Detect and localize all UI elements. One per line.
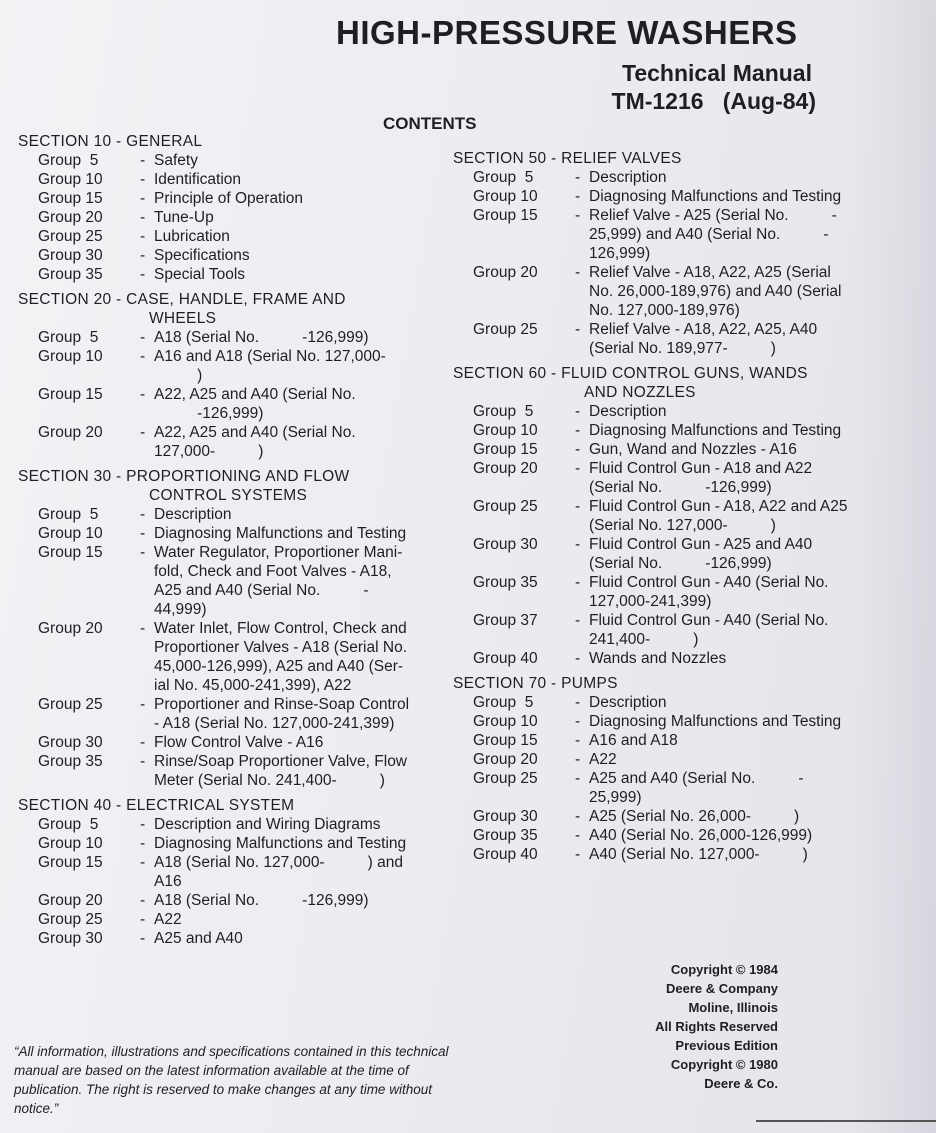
group-description bbox=[589, 750, 883, 769]
group-dash: - bbox=[575, 612, 581, 629]
group-description-line: -126,999) bbox=[154, 405, 264, 422]
group-entry bbox=[18, 752, 458, 790]
group-description-line: A25 and A40 (Serial No. - bbox=[589, 770, 804, 787]
group-entry bbox=[453, 826, 883, 845]
group-description bbox=[589, 611, 883, 649]
group-description-line: A25 and A40 (Serial No. - bbox=[154, 582, 369, 599]
group-dash: - bbox=[140, 171, 146, 188]
group-description-line: Principle of Operation bbox=[154, 190, 304, 207]
group-description-line: Fluid Control Gun - A18, A22 and A25 bbox=[589, 498, 848, 515]
group-dash: - bbox=[140, 152, 146, 169]
group-description-line: Water Inlet, Flow Control, Check and bbox=[154, 620, 407, 637]
group-description-line: No. 127,000-189,976) bbox=[589, 302, 740, 319]
group-description-line: A40 (Serial No. 127,000- ) bbox=[589, 846, 808, 863]
group-entry bbox=[453, 573, 883, 611]
group-description bbox=[154, 170, 458, 189]
group-entry bbox=[453, 769, 883, 807]
group-entry bbox=[18, 695, 458, 733]
group-label: Group 15 bbox=[473, 441, 538, 458]
group-label: Group 25 bbox=[38, 696, 103, 713]
section-title: SECTION 60 - FLUID CONTROL GUNS, WANDS bbox=[453, 365, 808, 382]
group-description bbox=[154, 208, 458, 227]
group-label: Group 20 bbox=[473, 460, 538, 477]
group-dash: - bbox=[575, 169, 581, 186]
section-title: SECTION 50 - RELIEF VALVES bbox=[453, 150, 682, 167]
group-dash: - bbox=[575, 713, 581, 730]
group-description-line: Relief Valve - A18, A22, A25 (Serial bbox=[589, 264, 831, 281]
group-dash: - bbox=[575, 574, 581, 591]
group-description-line: (Serial No. -126,999) bbox=[589, 479, 772, 496]
group-description-line: Description bbox=[154, 506, 232, 523]
group-description bbox=[154, 423, 458, 461]
copyright-block bbox=[655, 960, 778, 1093]
group-dash: - bbox=[140, 386, 146, 403]
group-description-line: - A18 (Serial No. 127,000-241,399) bbox=[154, 715, 395, 732]
group-entry bbox=[453, 535, 883, 573]
group-description bbox=[154, 227, 458, 246]
group-description-line: Lubrication bbox=[154, 228, 230, 245]
group-label: Group 10 bbox=[38, 348, 103, 365]
group-entry bbox=[18, 151, 458, 170]
group-label: Group 5 bbox=[38, 329, 99, 346]
group-entry bbox=[453, 750, 883, 769]
group-entry bbox=[453, 611, 883, 649]
group-entry bbox=[453, 712, 883, 731]
group-description bbox=[154, 815, 458, 834]
group-dash: - bbox=[140, 620, 146, 637]
contents-left-column bbox=[18, 126, 458, 948]
group-dash: - bbox=[140, 911, 146, 928]
group-description-line: A18 (Serial No. -126,999) bbox=[154, 892, 369, 909]
group-label: Group 20 bbox=[38, 892, 103, 909]
group-description-line: Description bbox=[589, 169, 667, 186]
group-entry bbox=[453, 497, 883, 535]
group-entry bbox=[18, 524, 458, 543]
group-description-line: Diagnosing Malfunctions and Testing bbox=[154, 525, 407, 542]
group-entry bbox=[18, 891, 458, 910]
group-description bbox=[589, 187, 883, 206]
group-label: Group 15 bbox=[38, 190, 103, 207]
group-dash: - bbox=[140, 525, 146, 542]
group-description bbox=[589, 497, 883, 535]
section-title: SECTION 70 - PUMPS bbox=[453, 675, 618, 692]
group-label: Group 10 bbox=[473, 188, 538, 205]
group-description-line: Wands and Nozzles bbox=[589, 650, 727, 667]
group-description-line: Proportioner Valves - A18 (Serial No. bbox=[154, 639, 407, 656]
group-description bbox=[154, 189, 458, 208]
group-dash: - bbox=[140, 348, 146, 365]
disclaimer-text: “All information, illustrations and specifications contained in this technical manual are based on the latest information available at the time of publication. The right is reserved to make changes at any time without notice.” bbox=[14, 1044, 449, 1116]
group-description bbox=[154, 347, 458, 385]
group-dash: - bbox=[140, 734, 146, 751]
group-label: Group 25 bbox=[38, 911, 103, 928]
group-description-line: Flow Control Valve - A16 bbox=[154, 734, 324, 751]
group-label: Group 37 bbox=[473, 612, 538, 629]
group-description-line: 44,999) bbox=[154, 601, 207, 618]
group-description bbox=[589, 769, 883, 807]
group-entry bbox=[453, 206, 883, 263]
document-subtitle: Technical Manual bbox=[621, 60, 812, 86]
group-description-line: (Serial No. 127,000- ) bbox=[589, 517, 776, 534]
group-description bbox=[589, 206, 883, 263]
group-description-line: Proportioner and Rinse-Soap Control bbox=[154, 696, 410, 713]
group-dash: - bbox=[140, 506, 146, 523]
group-dash: - bbox=[140, 930, 146, 947]
group-dash: - bbox=[140, 209, 146, 226]
group-description-line: A18 (Serial No. 127,000- ) and bbox=[154, 854, 403, 871]
group-entry bbox=[453, 693, 883, 712]
group-dash: - bbox=[575, 751, 581, 768]
group-description-line: Meter (Serial No. 241,400- ) bbox=[154, 772, 385, 789]
group-label: Group 15 bbox=[473, 732, 538, 749]
group-label: Group 30 bbox=[38, 247, 103, 264]
group-dash: - bbox=[140, 329, 146, 346]
group-entry bbox=[18, 328, 458, 347]
group-description-line: A22 bbox=[589, 751, 617, 768]
group-dash: - bbox=[575, 207, 581, 224]
group-description bbox=[154, 695, 458, 733]
group-description bbox=[589, 573, 883, 611]
group-label: Group 5 bbox=[473, 403, 534, 420]
group-entry bbox=[453, 168, 883, 187]
group-label: Group 10 bbox=[38, 171, 103, 188]
group-description-line: A16 and A18 bbox=[589, 732, 678, 749]
group-dash: - bbox=[575, 264, 581, 281]
group-description-line: 25,999) bbox=[589, 789, 642, 806]
group-entry bbox=[18, 265, 458, 284]
group-dash: - bbox=[575, 732, 581, 749]
section-title: SECTION 30 - PROPORTIONING AND FLOW bbox=[18, 468, 350, 485]
group-dash: - bbox=[140, 892, 146, 909]
group-description-line: (Serial No. 189,977- ) bbox=[589, 340, 776, 357]
group-description-line: Rinse/Soap Proportioner Valve, Flow bbox=[154, 753, 408, 770]
group-label: Group 15 bbox=[473, 207, 538, 224]
group-description bbox=[154, 524, 458, 543]
group-label: Group 5 bbox=[38, 816, 99, 833]
group-entry bbox=[18, 423, 458, 461]
group-description-line: Diagnosing Malfunctions and Testing bbox=[589, 713, 842, 730]
group-description-line: ) bbox=[154, 367, 203, 384]
group-label: Group 10 bbox=[473, 422, 538, 439]
group-description-line: A18 (Serial No. -126,999) bbox=[154, 329, 369, 346]
group-description bbox=[154, 505, 458, 524]
group-label: Group 25 bbox=[473, 770, 538, 787]
group-dash: - bbox=[575, 536, 581, 553]
group-description bbox=[589, 807, 883, 826]
group-description bbox=[589, 440, 883, 459]
group-entry bbox=[18, 189, 458, 208]
group-entry bbox=[453, 649, 883, 668]
section-title-continued: CONTROL SYSTEMS bbox=[149, 487, 308, 504]
group-entry bbox=[453, 731, 883, 750]
group-description bbox=[154, 619, 458, 695]
group-description-line: Relief Valve - A25 (Serial No. - bbox=[589, 207, 837, 224]
group-entry bbox=[18, 246, 458, 265]
group-entry bbox=[18, 170, 458, 189]
group-label: Group 35 bbox=[38, 266, 103, 283]
group-description-line: Description bbox=[589, 694, 667, 711]
group-label: Group 35 bbox=[38, 753, 103, 770]
group-description bbox=[154, 891, 458, 910]
group-label: Group 20 bbox=[38, 620, 103, 637]
group-label: Group 30 bbox=[473, 808, 538, 825]
group-label: Group 10 bbox=[38, 525, 103, 542]
group-description-line: Gun, Wand and Nozzles - A16 bbox=[589, 441, 797, 458]
copyright-line: Copyright © 1980 bbox=[670, 1057, 778, 1072]
section-title: SECTION 20 - CASE, HANDLE, FRAME AND bbox=[18, 291, 346, 308]
group-description-line: 127,000-241,399) bbox=[589, 593, 712, 610]
group-description-line: 45,000-126,999), A25 and A40 (Ser- bbox=[154, 658, 404, 675]
group-description-line: Special Tools bbox=[154, 266, 246, 283]
group-description bbox=[154, 752, 458, 790]
group-entry bbox=[18, 385, 458, 423]
group-label: Group 10 bbox=[38, 835, 103, 852]
group-description-line: Fluid Control Gun - A40 (Serial No. bbox=[589, 574, 829, 591]
group-entry bbox=[18, 815, 458, 834]
group-dash: - bbox=[575, 694, 581, 711]
group-entry bbox=[453, 421, 883, 440]
group-dash: - bbox=[575, 460, 581, 477]
group-description-line: Diagnosing Malfunctions and Testing bbox=[589, 188, 842, 205]
group-description bbox=[154, 265, 458, 284]
group-label: Group 5 bbox=[473, 169, 534, 186]
group-entry bbox=[453, 845, 883, 864]
group-description bbox=[154, 543, 458, 619]
section-title-continued: WHEELS bbox=[149, 310, 217, 327]
group-dash: - bbox=[575, 321, 581, 338]
group-entry bbox=[18, 543, 458, 619]
section-title: SECTION 10 - GENERAL bbox=[18, 133, 203, 150]
group-description bbox=[154, 151, 458, 170]
group-description-line: A16 bbox=[154, 873, 182, 890]
group-entry bbox=[453, 440, 883, 459]
group-description-line: A25 (Serial No. 26,000- ) bbox=[589, 808, 800, 825]
group-description-line: 25,999) and A40 (Serial No. - bbox=[589, 226, 829, 243]
group-label: Group 5 bbox=[38, 152, 99, 169]
group-dash: - bbox=[575, 846, 581, 863]
group-description-line: 126,999) bbox=[589, 245, 651, 262]
group-dash: - bbox=[140, 696, 146, 713]
group-entry bbox=[18, 853, 458, 891]
section-title: SECTION 40 - ELECTRICAL SYSTEM bbox=[18, 797, 295, 814]
group-description-line: Identification bbox=[154, 171, 242, 188]
group-label: Group 20 bbox=[38, 209, 103, 226]
group-entry bbox=[453, 187, 883, 206]
group-description-line: Specifications bbox=[154, 247, 250, 264]
manual-number: TM-1216 (Aug-84) bbox=[611, 88, 816, 114]
group-label: Group 20 bbox=[38, 424, 103, 441]
group-label: Group 30 bbox=[38, 930, 103, 947]
group-description bbox=[589, 168, 883, 187]
group-label: Group 35 bbox=[473, 827, 538, 844]
group-entry bbox=[453, 263, 883, 320]
group-entry bbox=[453, 402, 883, 421]
group-description-line: Relief Valve - A18, A22, A25, A40 bbox=[589, 321, 818, 338]
group-description bbox=[589, 320, 883, 358]
group-label: Group 5 bbox=[473, 694, 534, 711]
group-label: Group 5 bbox=[38, 506, 99, 523]
group-label: Group 25 bbox=[38, 228, 103, 245]
group-entry bbox=[18, 733, 458, 752]
group-description-line: A22, A25 and A40 (Serial No. bbox=[154, 386, 356, 403]
footer-rule bbox=[756, 1120, 936, 1122]
copyright-line: Previous Edition bbox=[675, 1038, 778, 1053]
group-entry bbox=[18, 505, 458, 524]
group-description-line: (Serial No. -126,999) bbox=[589, 555, 772, 572]
group-dash: - bbox=[140, 753, 146, 770]
group-description bbox=[154, 910, 458, 929]
group-label: Group 30 bbox=[38, 734, 103, 751]
group-description bbox=[154, 853, 458, 891]
group-label: Group 15 bbox=[38, 854, 103, 871]
group-description-line: Diagnosing Malfunctions and Testing bbox=[154, 835, 407, 852]
group-label: Group 15 bbox=[38, 544, 103, 561]
group-description-line: Fluid Control Gun - A25 and A40 bbox=[589, 536, 813, 553]
group-description bbox=[154, 733, 458, 752]
copyright-line: Copyright © 1984 bbox=[670, 962, 778, 977]
group-entry bbox=[18, 208, 458, 227]
group-description bbox=[154, 328, 458, 347]
group-label: Group 10 bbox=[473, 713, 538, 730]
group-description-line: Fluid Control Gun - A18 and A22 bbox=[589, 460, 813, 477]
group-entry bbox=[18, 910, 458, 929]
group-description bbox=[154, 834, 458, 853]
group-description bbox=[589, 845, 883, 864]
group-description-line: 127,000- ) bbox=[154, 443, 264, 460]
group-dash: - bbox=[140, 266, 146, 283]
group-label: Group 25 bbox=[473, 321, 538, 338]
copyright-line: Moline, Illinois bbox=[688, 1000, 778, 1015]
group-entry bbox=[18, 347, 458, 385]
group-description-line: Diagnosing Malfunctions and Testing bbox=[589, 422, 842, 439]
group-entry bbox=[18, 619, 458, 695]
group-description-line: Fluid Control Gun - A40 (Serial No. bbox=[589, 612, 829, 629]
group-label: Group 40 bbox=[473, 650, 538, 667]
contents-heading: CONTENTS bbox=[383, 114, 477, 133]
group-dash: - bbox=[140, 854, 146, 871]
group-description bbox=[589, 826, 883, 845]
group-description-line: A40 (Serial No. 26,000-126,999) bbox=[589, 827, 813, 844]
group-dash: - bbox=[140, 816, 146, 833]
group-entry bbox=[18, 929, 458, 948]
group-label: Group 20 bbox=[473, 264, 538, 281]
group-dash: - bbox=[140, 544, 146, 561]
group-dash: - bbox=[575, 441, 581, 458]
group-description-line: A22 bbox=[154, 911, 182, 928]
group-description bbox=[154, 246, 458, 265]
group-description-line: A25 and A40 bbox=[154, 930, 243, 947]
group-description bbox=[154, 929, 458, 948]
group-label: Group 25 bbox=[473, 498, 538, 515]
group-description bbox=[154, 385, 458, 423]
group-description-line: fold, Check and Foot Valves - A18, bbox=[154, 563, 392, 580]
group-entry bbox=[453, 807, 883, 826]
copyright-line: Deere & Co. bbox=[704, 1076, 778, 1091]
group-dash: - bbox=[575, 808, 581, 825]
document-title: HIGH-PRESSURE WASHERS bbox=[336, 14, 798, 51]
group-description bbox=[589, 459, 883, 497]
group-dash: - bbox=[140, 835, 146, 852]
group-dash: - bbox=[575, 498, 581, 515]
group-description-line: 241,400- ) bbox=[589, 631, 699, 648]
group-description-line: A16 and A18 (Serial No. 127,000- bbox=[154, 348, 386, 365]
group-description bbox=[589, 402, 883, 421]
group-description-line: Description bbox=[589, 403, 667, 420]
group-description bbox=[589, 731, 883, 750]
group-description-line: Water Regulator, Proportioner Mani- bbox=[154, 544, 403, 561]
group-description bbox=[589, 693, 883, 712]
group-dash: - bbox=[575, 827, 581, 844]
group-entry bbox=[18, 227, 458, 246]
group-description bbox=[589, 712, 883, 731]
group-dash: - bbox=[140, 247, 146, 264]
group-label: Group 15 bbox=[38, 386, 103, 403]
group-description-line: Description and Wiring Diagrams bbox=[154, 816, 381, 833]
group-dash: - bbox=[575, 770, 581, 787]
group-dash: - bbox=[140, 424, 146, 441]
group-description bbox=[589, 649, 883, 668]
group-entry bbox=[453, 459, 883, 497]
group-entry bbox=[18, 834, 458, 853]
group-description-line: A22, A25 and A40 (Serial No. bbox=[154, 424, 356, 441]
group-label: Group 40 bbox=[473, 846, 538, 863]
group-dash: - bbox=[575, 188, 581, 205]
group-description bbox=[589, 263, 883, 320]
group-description-line: ial No. 45,000-241,399), A22 bbox=[154, 677, 352, 694]
group-dash: - bbox=[575, 403, 581, 420]
group-description-line: No. 26,000-189,976) and A40 (Serial bbox=[589, 283, 842, 300]
group-dash: - bbox=[575, 422, 581, 439]
group-dash: - bbox=[140, 190, 146, 207]
copyright-line: All Rights Reserved bbox=[655, 1019, 778, 1034]
group-description bbox=[589, 535, 883, 573]
group-label: Group 35 bbox=[473, 574, 538, 591]
group-label: Group 20 bbox=[473, 751, 538, 768]
group-entry bbox=[453, 320, 883, 358]
section-title-continued: AND NOZZLES bbox=[584, 384, 696, 401]
contents-right-column bbox=[453, 143, 883, 864]
group-dash: - bbox=[140, 228, 146, 245]
group-description bbox=[589, 421, 883, 440]
group-dash: - bbox=[575, 650, 581, 667]
copyright-line: Deere & Company bbox=[666, 981, 778, 996]
group-description-line: Safety bbox=[154, 152, 198, 169]
group-label: Group 30 bbox=[473, 536, 538, 553]
group-description-line: Tune-Up bbox=[154, 209, 214, 226]
